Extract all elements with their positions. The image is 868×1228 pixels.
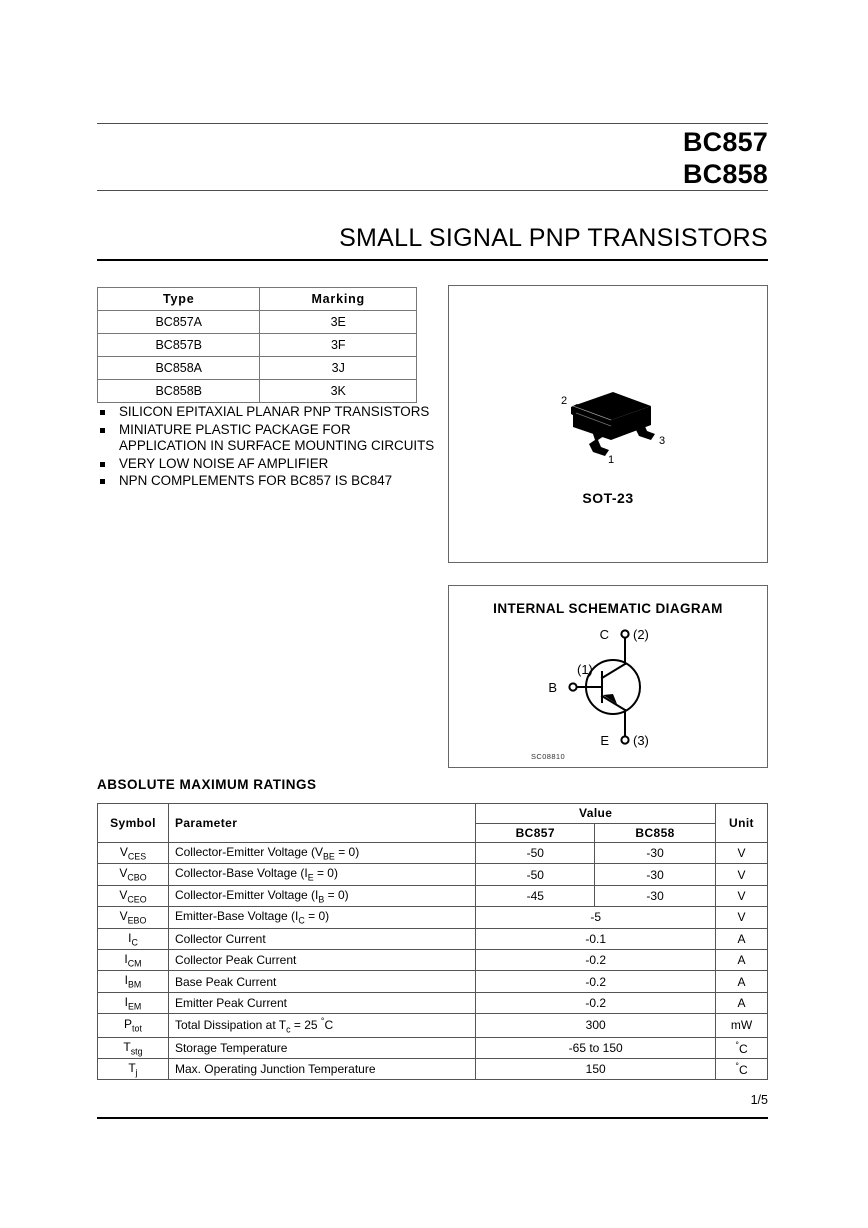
- cell-unit: V: [716, 864, 768, 885]
- cell-marking: 3F: [260, 334, 417, 357]
- header-rule-middle: [97, 190, 768, 191]
- cell-type: BC857B: [98, 334, 260, 357]
- cell-parameter: Collector-Emitter Voltage $(I_B = 0)$: [168, 885, 475, 906]
- column-header-value: Value: [476, 804, 716, 824]
- cell-value-shared: -65 to 150: [476, 1037, 716, 1058]
- column-header-value-bc858: BC858: [595, 823, 716, 843]
- svg-text:E: E: [600, 733, 609, 748]
- cell-symbol: $I_{CM}$: [98, 949, 169, 970]
- cell-symbol: $P_{tot}$: [98, 1014, 169, 1037]
- cell-parameter: Storage Temperature: [168, 1037, 475, 1058]
- cell-unit: °C: [716, 1037, 768, 1058]
- cell-parameter: Max. Operating Junction Temperature: [168, 1058, 475, 1079]
- table-row: [98, 334, 417, 357]
- cell-symbol: $I_{BM}$: [98, 971, 169, 992]
- svg-text:1: 1: [608, 454, 615, 464]
- column-header-parameter: Parameter: [168, 804, 475, 843]
- cell-parameter: Emitter-Base Voltage $(I_C = 0)$: [168, 907, 475, 928]
- cell-parameter: Base Peak Current: [168, 971, 475, 992]
- pnp-transistor-symbol: [533, 622, 683, 752]
- part-number-primary: BC857: [682, 127, 768, 157]
- cell-value-bc857: -50: [476, 864, 595, 885]
- feature-text: VERY LOW NOISE AF AMPLIFIER: [119, 455, 329, 471]
- column-header-unit: Unit: [716, 804, 768, 843]
- cell-unit: V: [716, 907, 768, 928]
- cell-unit: A: [716, 928, 768, 949]
- cell-type: BC857A: [98, 311, 260, 334]
- list-item: [97, 422, 437, 455]
- list-item: [97, 404, 437, 421]
- cell-value-bc858: -30: [595, 864, 716, 885]
- cell-parameter: Collector-Base Voltage $(I_E = 0)$: [168, 864, 475, 885]
- schematic-title: INTERNAL SCHEMATIC DIAGRAM: [493, 601, 723, 616]
- cell-marking: 3J: [260, 357, 417, 380]
- table-row: [98, 311, 417, 334]
- cell-symbol: $V_{EBO}$: [98, 907, 169, 928]
- cell-unit: V: [716, 843, 768, 864]
- drawing-code-label: SC08810: [531, 752, 566, 761]
- square-bullet-icon: [100, 479, 105, 484]
- page-number: 1/5: [750, 1093, 768, 1107]
- cell-value-shared: 300: [476, 1014, 716, 1037]
- header-rule-title: [97, 259, 768, 261]
- type-marking-table: [97, 287, 417, 403]
- cell-unit: V: [716, 885, 768, 906]
- cell-unit: A: [716, 992, 768, 1013]
- cell-symbol: $V_{CES}$: [98, 843, 169, 864]
- internal-schematic-box: [448, 585, 768, 768]
- table-row: [98, 864, 768, 885]
- cell-unit: A: [716, 971, 768, 992]
- table-row: [98, 907, 768, 928]
- cell-value-shared: 150: [476, 1058, 716, 1079]
- cell-symbol: $V_{CEO}$: [98, 885, 169, 906]
- table-header-row: [98, 804, 768, 824]
- ratings-table-body: [98, 843, 768, 1080]
- cell-parameter: Emitter Peak Current: [168, 992, 475, 1013]
- list-item: [97, 456, 437, 473]
- table-row: [98, 928, 768, 949]
- part-number-secondary: BC858: [682, 159, 768, 189]
- table-row: [98, 357, 417, 380]
- cell-symbol: $V_{CBO}$: [98, 864, 169, 885]
- cell-unit: mW: [716, 1014, 768, 1037]
- cell-value-bc858: -30: [595, 885, 716, 906]
- column-header-symbol: Symbol: [98, 804, 169, 843]
- table-row: [98, 992, 768, 1013]
- sot23-package-drawing: [543, 384, 673, 464]
- cell-value-bc858: -30: [595, 843, 716, 864]
- cell-type: BC858B: [98, 380, 260, 403]
- table-row: [98, 1037, 768, 1058]
- header-rule-top: [97, 123, 768, 124]
- svg-text:(2): (2): [633, 627, 649, 642]
- cell-parameter: Total Dissipation at $T_c = 25$ °C: [168, 1014, 475, 1037]
- feature-text: NPN COMPLEMENTS FOR BC857 IS BC847: [119, 473, 393, 488]
- part-number-block: [683, 126, 768, 190]
- table-row: [98, 885, 768, 906]
- page-title: SMALL SIGNAL PNP TRANSISTORS: [339, 224, 768, 252]
- cell-parameter: Collector Current: [168, 928, 475, 949]
- package-name-label: SOT-23: [582, 490, 634, 506]
- package-illustration-box: [448, 285, 768, 563]
- column-header-type: Type: [98, 288, 260, 311]
- absolute-maximum-ratings-table: [97, 803, 768, 1080]
- cell-marking: 3E: [260, 311, 417, 334]
- cell-parameter: Collector-Emitter Voltage $(V_{BE} = 0)$: [168, 843, 475, 864]
- svg-text:(3): (3): [633, 733, 649, 748]
- square-bullet-icon: [100, 428, 105, 433]
- table-row: [98, 971, 768, 992]
- table-row: [98, 949, 768, 970]
- svg-text:C: C: [599, 627, 609, 642]
- svg-text:3: 3: [659, 435, 666, 447]
- cell-value-shared: -0.2: [476, 992, 716, 1013]
- svg-text:2: 2: [561, 395, 568, 407]
- cell-value-shared: -0.2: [476, 949, 716, 970]
- square-bullet-icon: [100, 410, 105, 415]
- footer-rule: [97, 1117, 768, 1119]
- cell-value-bc857: -45: [476, 885, 595, 906]
- list-item: [97, 473, 437, 490]
- table-row: [98, 1058, 768, 1079]
- cell-value-shared: -5: [476, 907, 716, 928]
- column-header-value-bc857: BC857: [476, 823, 595, 843]
- cell-unit: °C: [716, 1058, 768, 1079]
- table-header-row: [98, 288, 417, 311]
- table-row: [98, 1014, 768, 1037]
- feature-text: MINIATURE PLASTIC PACKAGE FOR APPLICATION IN SURFACE MOUNTING CIRCUITS: [119, 421, 435, 453]
- section-heading-absolute-maximum-ratings: ABSOLUTE MAXIMUM RATINGS: [97, 777, 317, 792]
- cell-unit: A: [716, 949, 768, 970]
- column-header-marking: Marking: [260, 288, 417, 311]
- cell-parameter: Collector Peak Current: [168, 949, 475, 970]
- cell-type: BC858A: [98, 357, 260, 380]
- cell-symbol: $T_{stg}$: [98, 1037, 169, 1058]
- square-bullet-icon: [100, 462, 105, 467]
- cell-value-shared: -0.2: [476, 971, 716, 992]
- cell-symbol: $I_{EM}$: [98, 992, 169, 1013]
- cell-value-shared: -0.1: [476, 928, 716, 949]
- cell-value-bc857: -50: [476, 843, 595, 864]
- cell-symbol: $T_j$: [98, 1058, 169, 1079]
- cell-symbol: $I_C$: [98, 928, 169, 949]
- table-row: [98, 380, 417, 403]
- cell-marking: 3K: [260, 380, 417, 403]
- table-row: [98, 843, 768, 864]
- svg-text:B: B: [548, 680, 557, 695]
- feature-list: [97, 404, 437, 491]
- svg-text:(1): (1): [577, 662, 593, 677]
- feature-text: SILICON EPITAXIAL PLANAR PNP TRANSISTORS: [119, 404, 430, 419]
